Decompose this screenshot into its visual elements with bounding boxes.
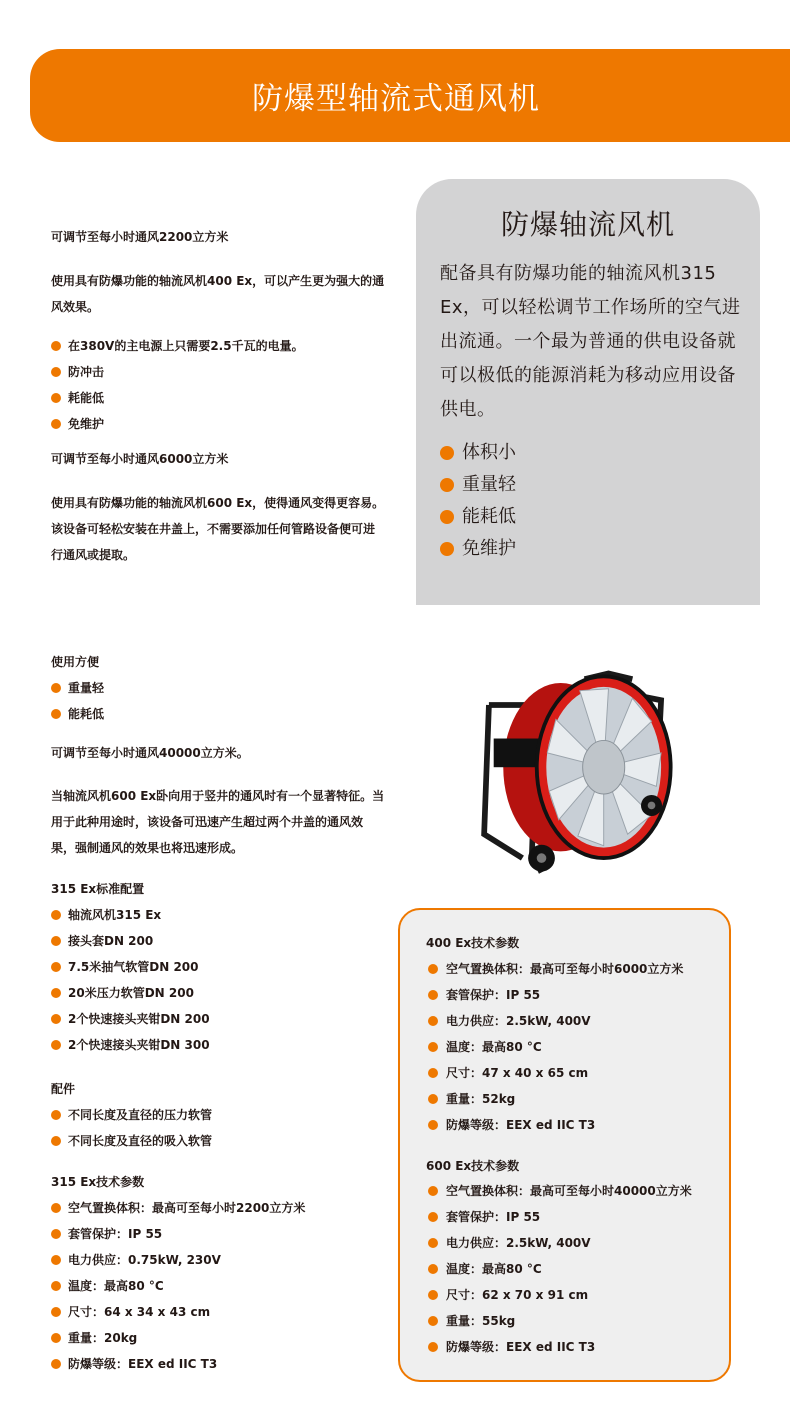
bullet-dot-icon bbox=[51, 1203, 61, 1213]
list-item: 防爆等级：EEX ed IIC T3 bbox=[428, 1334, 692, 1360]
list-item: 在380V的主电源上只需要2.5千瓦的电量。 bbox=[51, 333, 304, 359]
airflow-2200-line: 可调节至每小时通风2200立方米 bbox=[51, 230, 229, 244]
list-item: 能耗低 bbox=[51, 701, 104, 727]
list-item: 温度：最高80 °C bbox=[428, 1034, 683, 1060]
bullet-dot-icon bbox=[51, 1333, 61, 1343]
list-item: 电力供应：2.5kW, 400V bbox=[428, 1230, 692, 1256]
bullet-dot-icon bbox=[428, 1212, 438, 1222]
spec-box bbox=[398, 908, 731, 1382]
list-item: 免维护 bbox=[51, 411, 304, 437]
bullet-dot-icon bbox=[440, 446, 454, 460]
bullet-dot-icon bbox=[51, 1359, 61, 1369]
bullet-dot-icon bbox=[51, 683, 61, 693]
page-title: 防爆型轴流式通风机 bbox=[252, 81, 540, 117]
bullet-dot-icon bbox=[51, 1110, 61, 1120]
list-item: 能耗低 bbox=[440, 501, 516, 533]
panel-features bbox=[440, 437, 516, 565]
bullet-dot-icon bbox=[428, 1290, 438, 1300]
list-item: 套管保护：IP 55 bbox=[428, 1204, 692, 1230]
list-item: 空气置换体积：最高可至每小时2200立方米 bbox=[51, 1195, 305, 1221]
bullet-dot-icon bbox=[428, 1342, 438, 1352]
list-item: 体积小 bbox=[440, 437, 516, 469]
list-item: 电力供应：0.75kW, 230V bbox=[51, 1247, 305, 1273]
list-item: 套管保护：IP 55 bbox=[51, 1221, 305, 1247]
bullet-dot-icon bbox=[51, 1014, 61, 1024]
bullet-dot-icon bbox=[51, 709, 61, 719]
fan-400-description: 使用具有防爆功能的轴流风机400 Ex，可以产生更为强大的通风效果。 bbox=[51, 274, 385, 314]
standard-config-title: 315 Ex标准配置 bbox=[51, 882, 145, 896]
list-item: 防冲击 bbox=[51, 359, 304, 385]
spec-400-title: 400 Ex技术参数 bbox=[426, 936, 520, 950]
bullet-dot-icon bbox=[428, 1238, 438, 1248]
ease-of-use-title: 使用方便 bbox=[51, 655, 100, 669]
bullet-dot-icon bbox=[51, 1255, 61, 1265]
list-item: 2个快速接头夹钳DN 300 bbox=[51, 1032, 210, 1058]
spec-315-list bbox=[51, 1195, 305, 1377]
bullet-dot-icon bbox=[440, 542, 454, 556]
bullet-dot-icon bbox=[428, 1264, 438, 1274]
bullet-dot-icon bbox=[428, 1186, 438, 1196]
list-item: 重量：52kg bbox=[428, 1086, 683, 1112]
list-item: 2个快速接头夹钳DN 200 bbox=[51, 1006, 210, 1032]
bullet-dot-icon bbox=[51, 341, 61, 351]
bullet-dot-icon bbox=[428, 1094, 438, 1104]
product-summary-panel bbox=[416, 179, 760, 605]
bullet-dot-icon bbox=[440, 478, 454, 492]
list-item: 防爆等级：EEX ed IIC T3 bbox=[51, 1351, 305, 1377]
list-item: 防爆等级：EEX ed IIC T3 bbox=[428, 1112, 683, 1138]
list-item: 电力供应：2.5kW, 400V bbox=[428, 1008, 683, 1034]
bullet-dot-icon bbox=[440, 510, 454, 524]
bullet-dot-icon bbox=[428, 990, 438, 1000]
axial-fan-image bbox=[465, 662, 685, 882]
list-item: 尺寸：64 x 34 x 43 cm bbox=[51, 1299, 305, 1325]
spec-600-title: 600 Ex技术参数 bbox=[426, 1159, 520, 1173]
spec-400-list bbox=[428, 956, 683, 1138]
list-item: 套管保护：IP 55 bbox=[428, 982, 683, 1008]
bullet-dot-icon bbox=[428, 1120, 438, 1130]
list-item: 空气置换体积：最高可至每小时40000立方米 bbox=[428, 1178, 692, 1204]
list-item: 7.5米抽气软管DN 200 bbox=[51, 954, 210, 980]
bullet-dot-icon bbox=[51, 910, 61, 920]
fan-400-features bbox=[51, 333, 304, 437]
fan-600-description: 使用具有防爆功能的轴流风机600 Ex，使得通风变得更容易。该设备可轻松安装在井盖上，不需要添加任何管路设备便可进行通风或提取。 bbox=[51, 496, 385, 562]
list-item: 不同长度及直径的压力软管 bbox=[51, 1102, 212, 1128]
bullet-dot-icon bbox=[428, 1316, 438, 1326]
bullet-dot-icon bbox=[51, 419, 61, 429]
page-header bbox=[30, 49, 790, 142]
bullet-dot-icon bbox=[51, 936, 61, 946]
fan-600-shaft-description: 当轴流风机600 Ex卧向用于竖井的通风时有一个显著特征。当用于此种用途时，该设备可迅速产生超过两个井盖的通风效果，强制通风的效果也将迅速形成。 bbox=[51, 789, 385, 855]
bullet-dot-icon bbox=[51, 1307, 61, 1317]
airflow-6000-line: 可调节至每小时通风6000立方米 bbox=[51, 452, 229, 466]
panel-title: 防爆轴流风机 bbox=[500, 208, 675, 241]
list-item: 温度：最高80 °C bbox=[51, 1273, 305, 1299]
spec-600-list bbox=[428, 1178, 692, 1360]
bullet-dot-icon bbox=[51, 1136, 61, 1146]
list-item: 温度：最高80 °C bbox=[428, 1256, 692, 1282]
list-item: 重量轻 bbox=[440, 469, 516, 501]
list-item: 轴流风机315 Ex bbox=[51, 902, 210, 928]
bullet-dot-icon bbox=[428, 1068, 438, 1078]
list-item: 接头套DN 200 bbox=[51, 928, 210, 954]
accessories-list bbox=[51, 1102, 212, 1154]
bullet-dot-icon bbox=[428, 1042, 438, 1052]
bullet-dot-icon bbox=[51, 367, 61, 377]
list-item: 尺寸：62 x 70 x 91 cm bbox=[428, 1282, 692, 1308]
bullet-dot-icon bbox=[428, 1016, 438, 1026]
list-item: 20米压力软管DN 200 bbox=[51, 980, 210, 1006]
list-item: 重量轻 bbox=[51, 675, 104, 701]
list-item: 耗能低 bbox=[51, 385, 304, 411]
bullet-dot-icon bbox=[51, 1229, 61, 1239]
bullet-dot-icon bbox=[51, 393, 61, 403]
list-item: 尺寸：47 x 40 x 65 cm bbox=[428, 1060, 683, 1086]
bullet-dot-icon bbox=[51, 962, 61, 972]
list-item: 重量：20kg bbox=[51, 1325, 305, 1351]
list-item: 重量：55kg bbox=[428, 1308, 692, 1334]
bullet-dot-icon bbox=[428, 964, 438, 974]
spec-315-title: 315 Ex技术参数 bbox=[51, 1175, 145, 1189]
panel-description: 配备具有防爆功能的轴流风机315 Ex，可以轻松调节工作场所的空气进出流通。一个最为普通的供电设备就可以极低的能源消耗为移动应用设备供电。 bbox=[440, 263, 741, 420]
bullet-dot-icon bbox=[51, 1040, 61, 1050]
standard-config-list bbox=[51, 902, 210, 1058]
bullet-dot-icon bbox=[51, 988, 61, 998]
bullet-dot-icon bbox=[51, 1281, 61, 1291]
list-item: 不同长度及直径的吸入软管 bbox=[51, 1128, 212, 1154]
list-item: 空气置换体积：最高可至每小时6000立方米 bbox=[428, 956, 683, 982]
ease-of-use-features bbox=[51, 675, 104, 727]
list-item: 免维护 bbox=[440, 533, 516, 565]
airflow-40000-line: 可调节至每小时通风40000立方米。 bbox=[51, 746, 249, 760]
accessories-title: 配件 bbox=[51, 1082, 76, 1096]
